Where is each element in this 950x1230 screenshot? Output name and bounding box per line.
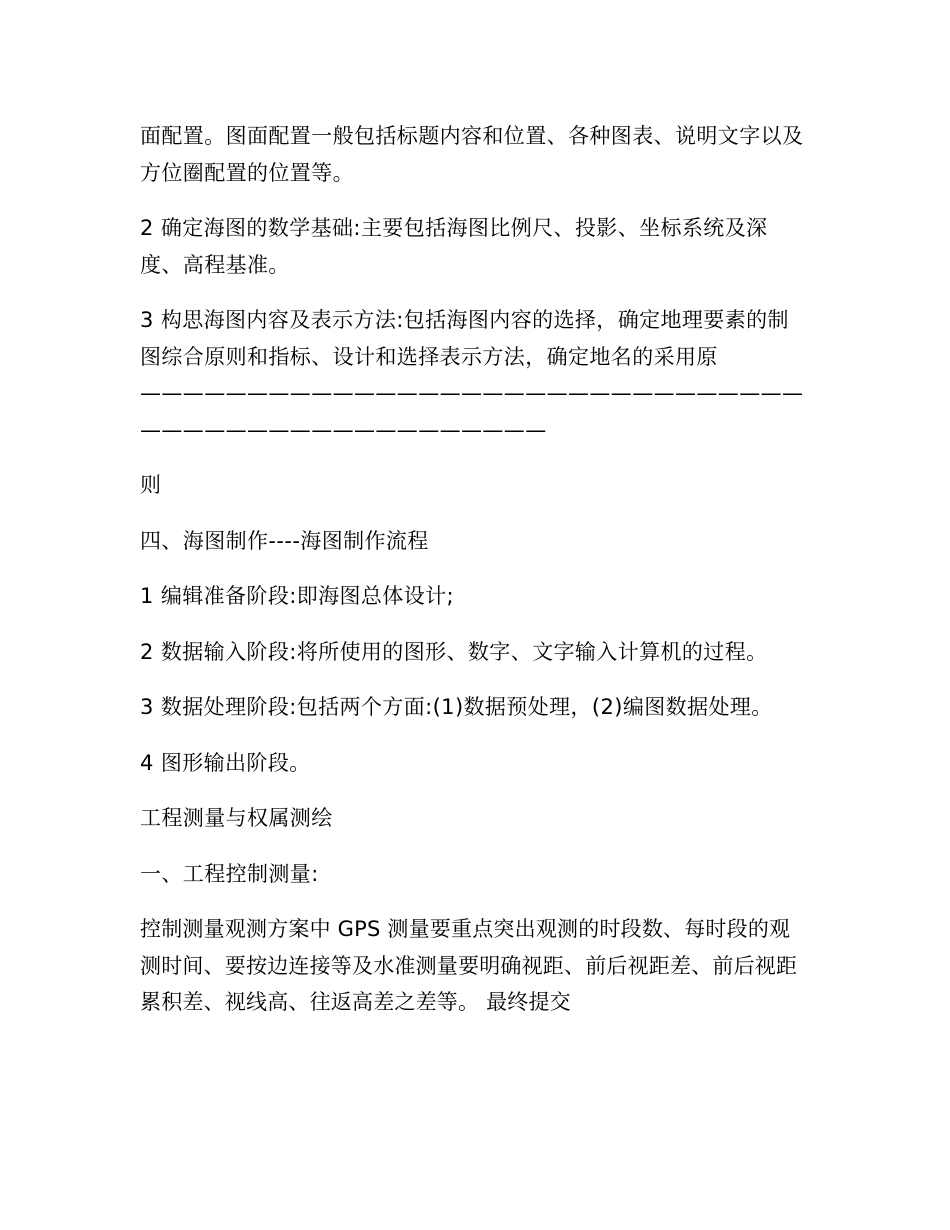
subsection-heading-control-survey: 一、工程控制测量:: [140, 861, 319, 886]
paragraph-step-edit-prep: 1 编辑准备阶段:即海图总体设计;: [140, 584, 454, 608]
document-body: [140, 118, 810, 1040]
paragraph-control-survey-plan: 控制测量观测方案中 GPS 测量要重点突出观测的时段数、每时段的观测时间、要按边连接等及水准测量要明确视距、前后视距差、前后视距累积差、视线高、往返高差之差等。 最终提交: [140, 917, 798, 1014]
paragraph-step-graphic-output: 4 图形输出阶段。: [140, 750, 311, 775]
paragraph-step-data-processing: 3 数据处理阶段:包括两个方面:(1)数据预处理，(2)编图数据处理。: [140, 695, 773, 719]
paragraph-continuation: 则: [140, 473, 162, 497]
paragraph-chart-layout: 面配置。图面配置一般包括标题内容和位置、各种图表、说明文字以及方位圈配置的位置等。: [140, 124, 804, 185]
paragraph-step-data-input: 2 数据输入阶段:将所使用的图形、数字、文字输入计算机的过程。: [140, 639, 768, 664]
paragraph-math-basis: 2 确定海图的数学基础:主要包括海图比例尺、投影、坐标系统及深度、高程基准。: [140, 216, 768, 277]
section-heading-chart-production: 四、海图制作----海图制作流程: [140, 528, 429, 553]
paragraph-content-design: 3 构思海图内容及表示方法:包括海图内容的选择，确定地理要素的制图综合原则和指标、设计和选择表示方法，确定地名的采用原——————————————————————————————————————————————————: [140, 308, 804, 442]
section-heading-engineering-survey: 工程测量与权属测绘: [140, 806, 333, 830]
